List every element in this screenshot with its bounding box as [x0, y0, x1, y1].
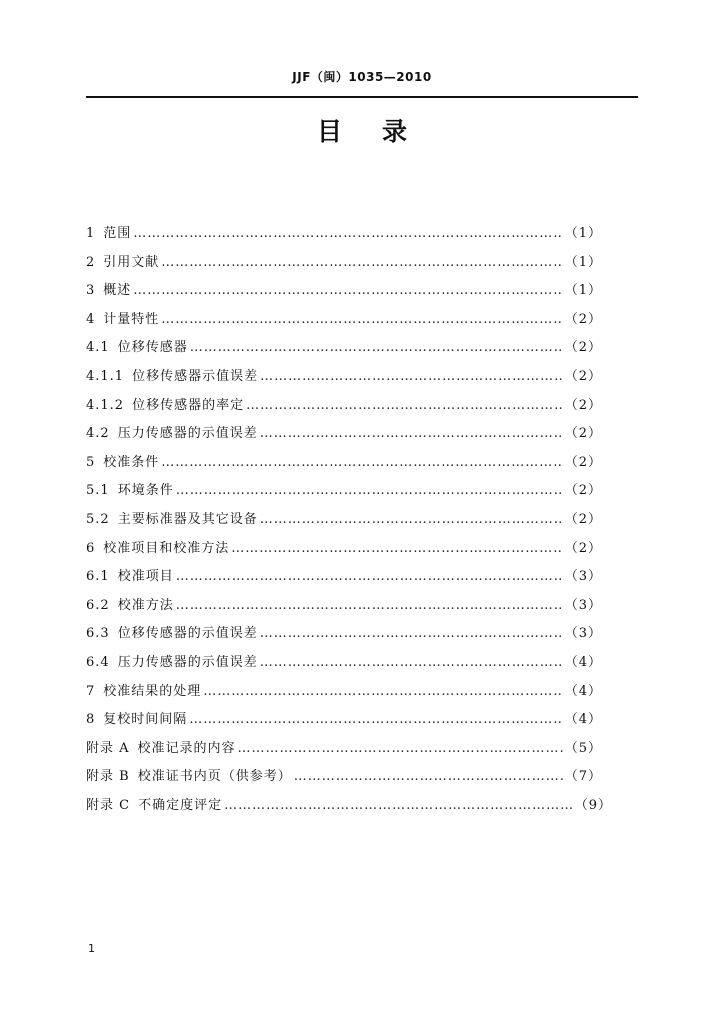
toc-entry-number: 附录 A — [86, 740, 130, 756]
toc-entry-page: （3） — [564, 626, 602, 642]
toc-entry-label: 校准记录的内容 — [137, 740, 236, 756]
toc-entry[interactable] — [86, 792, 612, 821]
toc-entry-number: 5 — [86, 454, 96, 470]
toc-entry-label: 环境条件 — [117, 483, 174, 499]
toc-entry[interactable] — [86, 592, 602, 621]
toc-leader-dots — [190, 334, 563, 363]
toc-leader-dots — [260, 649, 563, 678]
toc-entry[interactable] — [86, 334, 602, 363]
toc-entry-page: （4） — [564, 712, 602, 728]
toc-entry-label: 位移传感器 — [117, 340, 188, 356]
toc-leader-dots — [176, 563, 563, 592]
toc-entry[interactable] — [86, 763, 602, 792]
toc-entry-page: （2） — [564, 511, 602, 527]
toc-entry-page: （2） — [564, 540, 602, 556]
document-code: JJF（闽）1035—2010 — [292, 70, 432, 84]
toc-leader-dots — [294, 763, 563, 792]
toc-leader-dots — [260, 420, 563, 449]
toc-entry[interactable] — [86, 649, 602, 678]
toc-entry-label: 位移传感器示值误差 — [132, 368, 259, 384]
toc-entry[interactable] — [86, 306, 602, 335]
toc-entry-number: 6.3 — [86, 626, 110, 642]
toc-leader-dots — [176, 592, 563, 621]
toc-leader-dots — [260, 506, 563, 535]
toc-entry[interactable] — [86, 706, 602, 735]
toc-leader-dots — [203, 678, 562, 707]
toc-entry-page: （2） — [564, 454, 602, 470]
toc-entry-page: （1） — [564, 283, 602, 299]
toc-entry-label: 压力传感器的示值误差 — [117, 654, 258, 670]
toc-entry-number: 附录 C — [86, 797, 131, 813]
toc-entry-label: 校准条件 — [103, 454, 160, 470]
toc-entry-number: 1 — [86, 226, 96, 241]
toc-entry-number: 4.2 — [86, 426, 110, 442]
toc-entry-page: （2） — [564, 483, 602, 499]
toc-entry-label: 校准项目和校准方法 — [103, 540, 230, 556]
table-of-contents — [86, 220, 612, 820]
toc-leader-dots — [133, 220, 562, 249]
toc-entry-number: 5.1 — [86, 483, 110, 499]
toc-entry-number: 6.1 — [86, 569, 110, 585]
toc-entry[interactable] — [86, 506, 602, 535]
header-divider — [86, 96, 638, 98]
toc-entry-number: 2 — [86, 254, 96, 270]
toc-entry-number: 6 — [86, 540, 96, 556]
toc-entry-label: 压力传感器的示值误差 — [117, 426, 258, 442]
toc-leader-dots — [238, 735, 563, 764]
toc-entry-label: 引用文献 — [103, 254, 160, 270]
toc-entry-label: 校准方法 — [117, 597, 174, 613]
toc-entry-page: （9） — [574, 797, 612, 813]
toc-entry-page: （1） — [564, 254, 602, 270]
page-number: 1 — [88, 942, 95, 955]
toc-leader-dots — [260, 363, 563, 392]
toc-entry-label: 位移传感器的示值误差 — [117, 626, 258, 642]
toc-entry-page: （4） — [564, 683, 602, 699]
toc-entry-label: 校准结果的处理 — [103, 683, 202, 699]
toc-entry[interactable] — [86, 363, 602, 392]
toc-entry[interactable] — [86, 535, 602, 564]
toc-entry-page: （4） — [564, 654, 602, 670]
toc-entry-label: 校准证书内页（供参考） — [137, 769, 292, 785]
toc-entry-page: （3） — [564, 569, 602, 585]
toc-entry-number: 4.1.2 — [86, 397, 125, 413]
toc-entry-page: （2） — [564, 397, 602, 413]
toc-leader-dots — [161, 249, 562, 278]
toc-entry-number: 8 — [86, 712, 96, 728]
toc-entry-page: （2） — [564, 311, 602, 327]
toc-entry-label: 计量特性 — [103, 311, 160, 327]
toc-entry-page: （5） — [564, 740, 602, 756]
toc-entry[interactable] — [86, 735, 602, 764]
toc-entry[interactable] — [86, 620, 602, 649]
toc-leader-dots — [161, 306, 562, 335]
toc-entry-page: （2） — [564, 426, 602, 442]
toc-entry-label: 不确定度评定 — [138, 797, 223, 813]
toc-entry[interactable] — [86, 563, 602, 592]
toc-entry-label: 位移传感器的率定 — [132, 397, 245, 413]
toc-entry[interactable] — [86, 449, 602, 478]
toc-entry-number: 5.2 — [86, 511, 110, 527]
toc-entry-label: 校准项目 — [117, 569, 174, 585]
toc-entry[interactable] — [86, 678, 602, 707]
toc-entry-label: 范围 — [103, 226, 132, 241]
toc-leader-dots — [231, 535, 562, 564]
toc-leader-dots — [189, 706, 562, 735]
toc-entry-page: （3） — [564, 597, 602, 613]
toc-entry-page: （2） — [564, 368, 602, 384]
toc-entry-number: 4.1 — [86, 340, 110, 356]
toc-leader-dots — [260, 620, 563, 649]
toc-entry-number: 6.4 — [86, 654, 110, 670]
toc-entry-label: 主要标准器及其它设备 — [117, 511, 258, 527]
toc-entry-number: 7 — [86, 683, 96, 699]
toc-entry[interactable] — [86, 220, 602, 249]
toc-entry-label: 概述 — [103, 283, 132, 299]
toc-entry[interactable] — [86, 277, 602, 306]
toc-entry[interactable] — [86, 392, 602, 421]
toc-leader-dots — [176, 477, 563, 506]
toc-entry-page: （1） — [564, 226, 602, 241]
toc-entry-number: 3 — [86, 283, 96, 299]
toc-entry-page: （2） — [564, 340, 602, 356]
toc-entry[interactable] — [86, 249, 602, 278]
toc-entry[interactable] — [86, 420, 602, 449]
toc-leader-dots — [133, 277, 562, 306]
toc-entry-number: 6.2 — [86, 597, 110, 613]
toc-entry-number: 附录 B — [86, 769, 130, 785]
toc-entry-number: 4 — [86, 311, 96, 327]
toc-leader-dots — [161, 449, 562, 478]
toc-leader-dots — [224, 792, 573, 821]
toc-leader-dots — [246, 392, 563, 421]
toc-entry[interactable] — [86, 477, 602, 506]
toc-entry-number: 4.1.1 — [86, 368, 125, 384]
toc-entry-page: （7） — [564, 769, 602, 785]
page-title: 目录 — [316, 117, 447, 146]
toc-entry-label: 复校时间间隔 — [103, 712, 188, 728]
